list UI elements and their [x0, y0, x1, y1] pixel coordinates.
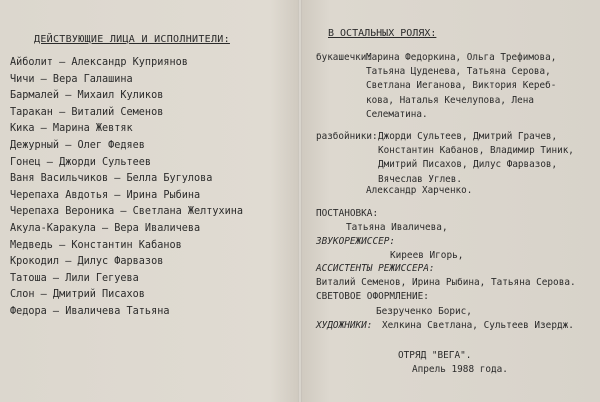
light-label: СВЕТОВОЕ ОФОРМЛЕНИЕ: [316, 291, 429, 302]
cast-line: Акула-Каракула – Вера Иваличева [10, 222, 201, 234]
razboyniki-names [378, 130, 596, 187]
cast-line: Гонец – Джорди Сультеев [10, 156, 152, 168]
staging-name: Татьяна Иваличева, [346, 222, 448, 233]
cast-line: Черепаха Вероника – Светлана Желтухина [10, 206, 244, 218]
names-line: Селематина. [366, 108, 428, 120]
cast-line: Таракан – Виталий Семенов [10, 106, 164, 118]
cast-line: Бармалей – Михаил Куликов [10, 90, 164, 102]
assistants-label: АССИСТЕНТЫ РЕЖИССЕРА: [316, 263, 435, 274]
bukashechki-label: букашечки: [316, 52, 372, 63]
cast-line: Федора – Иваличева Татьяна [10, 305, 170, 317]
artists-names: Хелкина Светлана, Сультеев Изердж. [382, 320, 574, 331]
razboyniki-block [316, 130, 596, 198]
light-name: Безрученко Борис, [376, 306, 472, 317]
cast-list [10, 55, 290, 321]
razboyniki-extra: Александр Харченко. [366, 184, 473, 196]
group-name: ОТРЯД "ВЕГА". [398, 350, 472, 361]
bukashechki-names [366, 51, 596, 122]
cast-line: Черепаха Авдотья – Ирина Рыбина [10, 189, 201, 201]
cast-line: Татоша – Лили Гегуева [10, 272, 139, 284]
cast-line: Кика – Марина Жевтяк [10, 123, 133, 135]
cast-line: Слон – Дмитрий Писахов [10, 289, 145, 301]
credits-column [316, 28, 596, 198]
names-line: Татьяна Цуденева, Татьяна Серова, [366, 66, 551, 78]
names-line: Джорди Сультеев, Дмитрий Грачев, [378, 131, 558, 143]
names-line: Вячеслав Углев. [378, 173, 462, 185]
names-line: Дмитрий Писахов, Дилус Фарвазов, [378, 159, 558, 171]
bukashechki-block [316, 51, 596, 122]
names-line: Светлана Иеганова, Виктория Кереб- [366, 80, 557, 92]
cast-line: Медведь – Константин Кабанов [10, 239, 182, 251]
date: Апрель 1988 года. [412, 364, 508, 375]
names-line: Марина Федоркина, Ольга Трефимова, [366, 52, 557, 63]
sound-label: ЗВУКОРЕЖИССЕР: [316, 236, 396, 247]
names-line: кова, Наталья Кечелупова, Лена [366, 94, 534, 106]
cast-heading: ДЕЙСТВУЮЩИЕ ЛИЦА И ИСПОЛНИТЕЛИ: [34, 34, 230, 45]
cast-column [10, 34, 290, 321]
cast-line: Дежурный – Олег Федяев [10, 139, 145, 151]
staging-label: ПОСТАНОВКА: [316, 208, 379, 219]
artists-label: ХУДОЖНИКИ: [316, 320, 373, 331]
assistants-names: Виталий Семенов, Ирина Рыбина, Татьяна Серова. [316, 277, 576, 288]
cast-line: Чичи – Вера Галашина [10, 73, 133, 85]
other-roles-heading: В ОСТАЛЬНЫХ РОЛЯХ: [328, 28, 437, 39]
page-fold [298, 0, 302, 402]
cast-line: Ваня Васильчиков – Белла Бугулова [10, 173, 213, 185]
names-line: Константин Кабанов, Владимир Тиник, [378, 145, 574, 157]
cast-line: Айболит – Александр Куприянов [10, 57, 188, 68]
sound-name: Киреев Игорь, [390, 250, 464, 261]
cast-line: Крокодил – Дилус Фарвазов [10, 256, 164, 268]
razboyniki-label: разбойники: [316, 131, 378, 143]
